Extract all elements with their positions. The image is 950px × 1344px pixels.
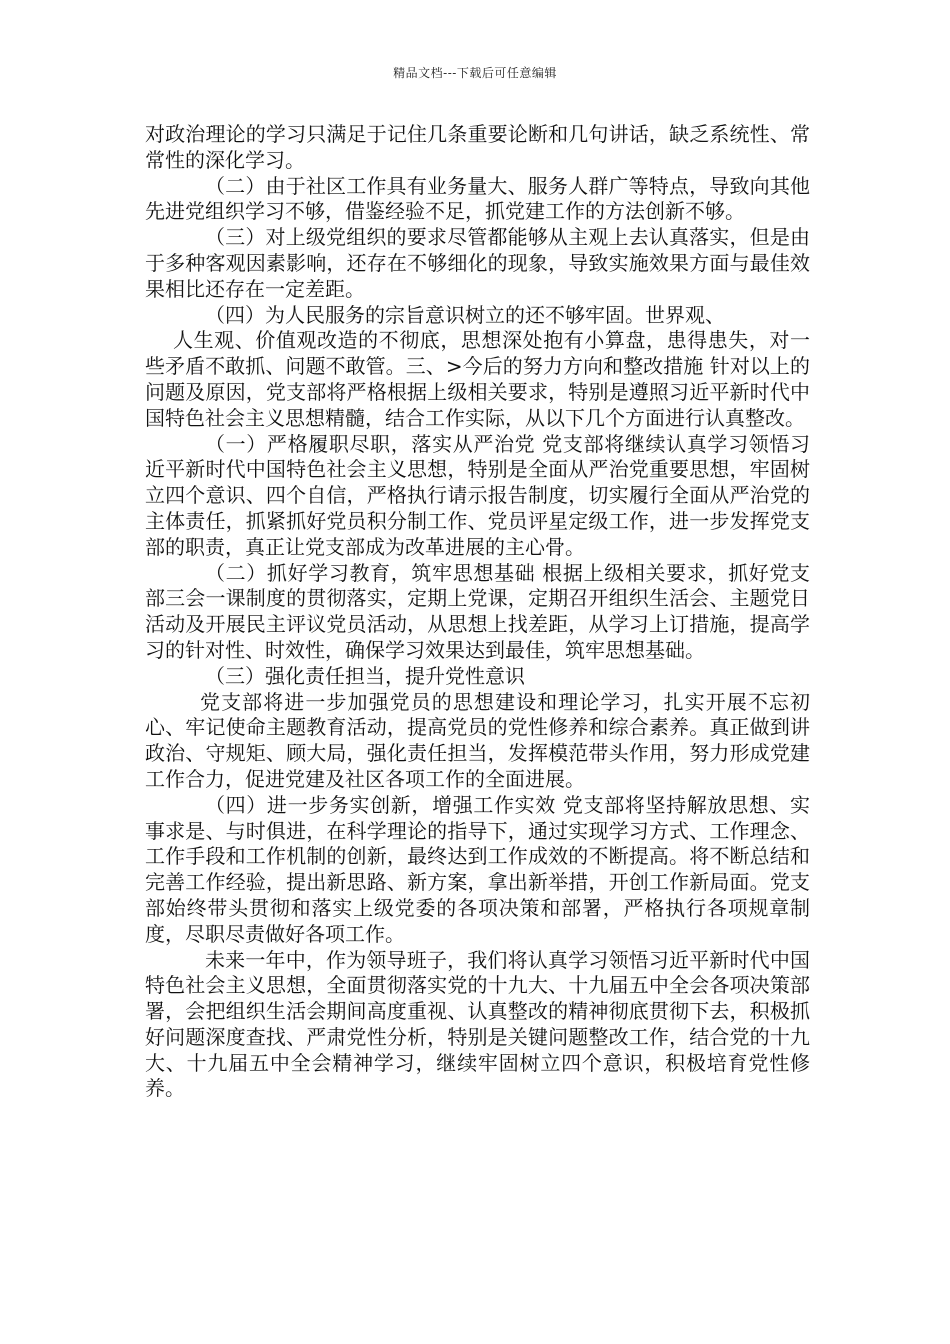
paragraph-measure-2: （二）抓好学习教育，筑牢思想基础 根据上级相关要求，抓好党支部三会一课制度的贯彻落实，定期上党课，定期召开组织生活会、主题党日活动及开展民主评议党员活动，从思想上找差距，从学习上订措施，提高学习的针对性、时效性，确保学习效果达到最佳，筑牢思想基础。 [145, 560, 810, 662]
page-header: 精品文档---下载后可任意编辑 [393, 66, 557, 80]
paragraph-measure-1: （一）严格履职尽职，落实从严治党 党支部将继续认真学习领悟习近平新时代中国特色社会主义思想，特别是全面从严治党重要思想，牢固树立四个意识、四个自信，严格执行请示报告制度，切实履行全面从严治党的主体责任，抓紧抓好党员积分制工作、党员评星定级工作，进一步发挥党支部的职责，真正让党支部成为改革进展的主心骨。 [145, 431, 810, 559]
paragraph-issue-3: （三）对上级党组织的要求尽管都能够从主观上去认真落实，但是由于多种客观因素影响，还存在不够细化的现象，导致实施效果方面与最佳效果相比还存在一定差距。 [145, 225, 810, 301]
document-body [145, 122, 810, 1102]
paragraph-issue-2: （二）由于社区工作具有业务量大、服务人群广等特点，导致向其他先进党组织学习不够，借鉴经验不足，抓党建工作的方法创新不够。 [145, 173, 810, 224]
paragraph-measure-4: （四）进一步务实创新，增强工作实效 党支部将坚持解放思想、实事求是、与时俱进，在科学理论的指导下，通过实现学习方式、工作理念、工作手段和工作机制的创新，最终达到工作成效的不断提高。将不断总结和完善工作经验，提出新思路、新方案，拿出新举措，开创工作新局面。党支部始终带头贯彻和落实上级党委的各项决策和部署，严格执行各项规章制度，尽职尽责做好各项工作。 [145, 792, 810, 946]
paragraph-issue-4: （四）为人民服务的宗旨意识树立的还不够牢固。世界观、 [205, 302, 725, 327]
paragraph-conclusion: 未来一年中，作为领导班子，我们将认真学习领悟习近平新时代中国特色社会主义思想，全面贯彻落实党的十九大、十九届五中全会各项决策部署，会把组织生活会期间高度重视、认真整改的精神彻底贯彻下去，积极抓好问题深度查找、严肃党性分析，特别是关键问题整改工作，结合党的十九大、十九届五中全会精神学习，继续牢固树立四个意识，积极培育党性修养。 [145, 947, 810, 1101]
paragraph-issue-4-continued: 人生观、价值观改造的不彻底，思想深处抱有小算盘，患得患失，对一些矛盾不敢抓、问题不敢管。三、>今后的努力方向和整改措施 针对以上的问题及原因，党支部将严格根据上级相关要求，特别是遵照习近平新时代中国特色社会主义思想精髓，结合工作实际，从以下几个方面进行认真整改。 [145, 328, 810, 430]
paragraph-intro: 对政治理论的学习只满足于记住几条重要论断和几句讲话，缺乏系统性、常常性的深化学习。 [145, 122, 810, 172]
paragraph-measure-3-heading: （三）强化责任担当，提升党性意识 [205, 663, 525, 688]
paragraph-measure-3: 党支部将进一步加强党员的思想建设和理论学习，扎实开展不忘初心、牢记使命主题教育活动，提高党员的党性修养和综合素养。真正做到讲政治、守规矩、顾大局，强化责任担当，发挥模范带头作用，努力形成党建工作合力，促进党建及社区各项工作的全面进展。 [145, 689, 810, 791]
